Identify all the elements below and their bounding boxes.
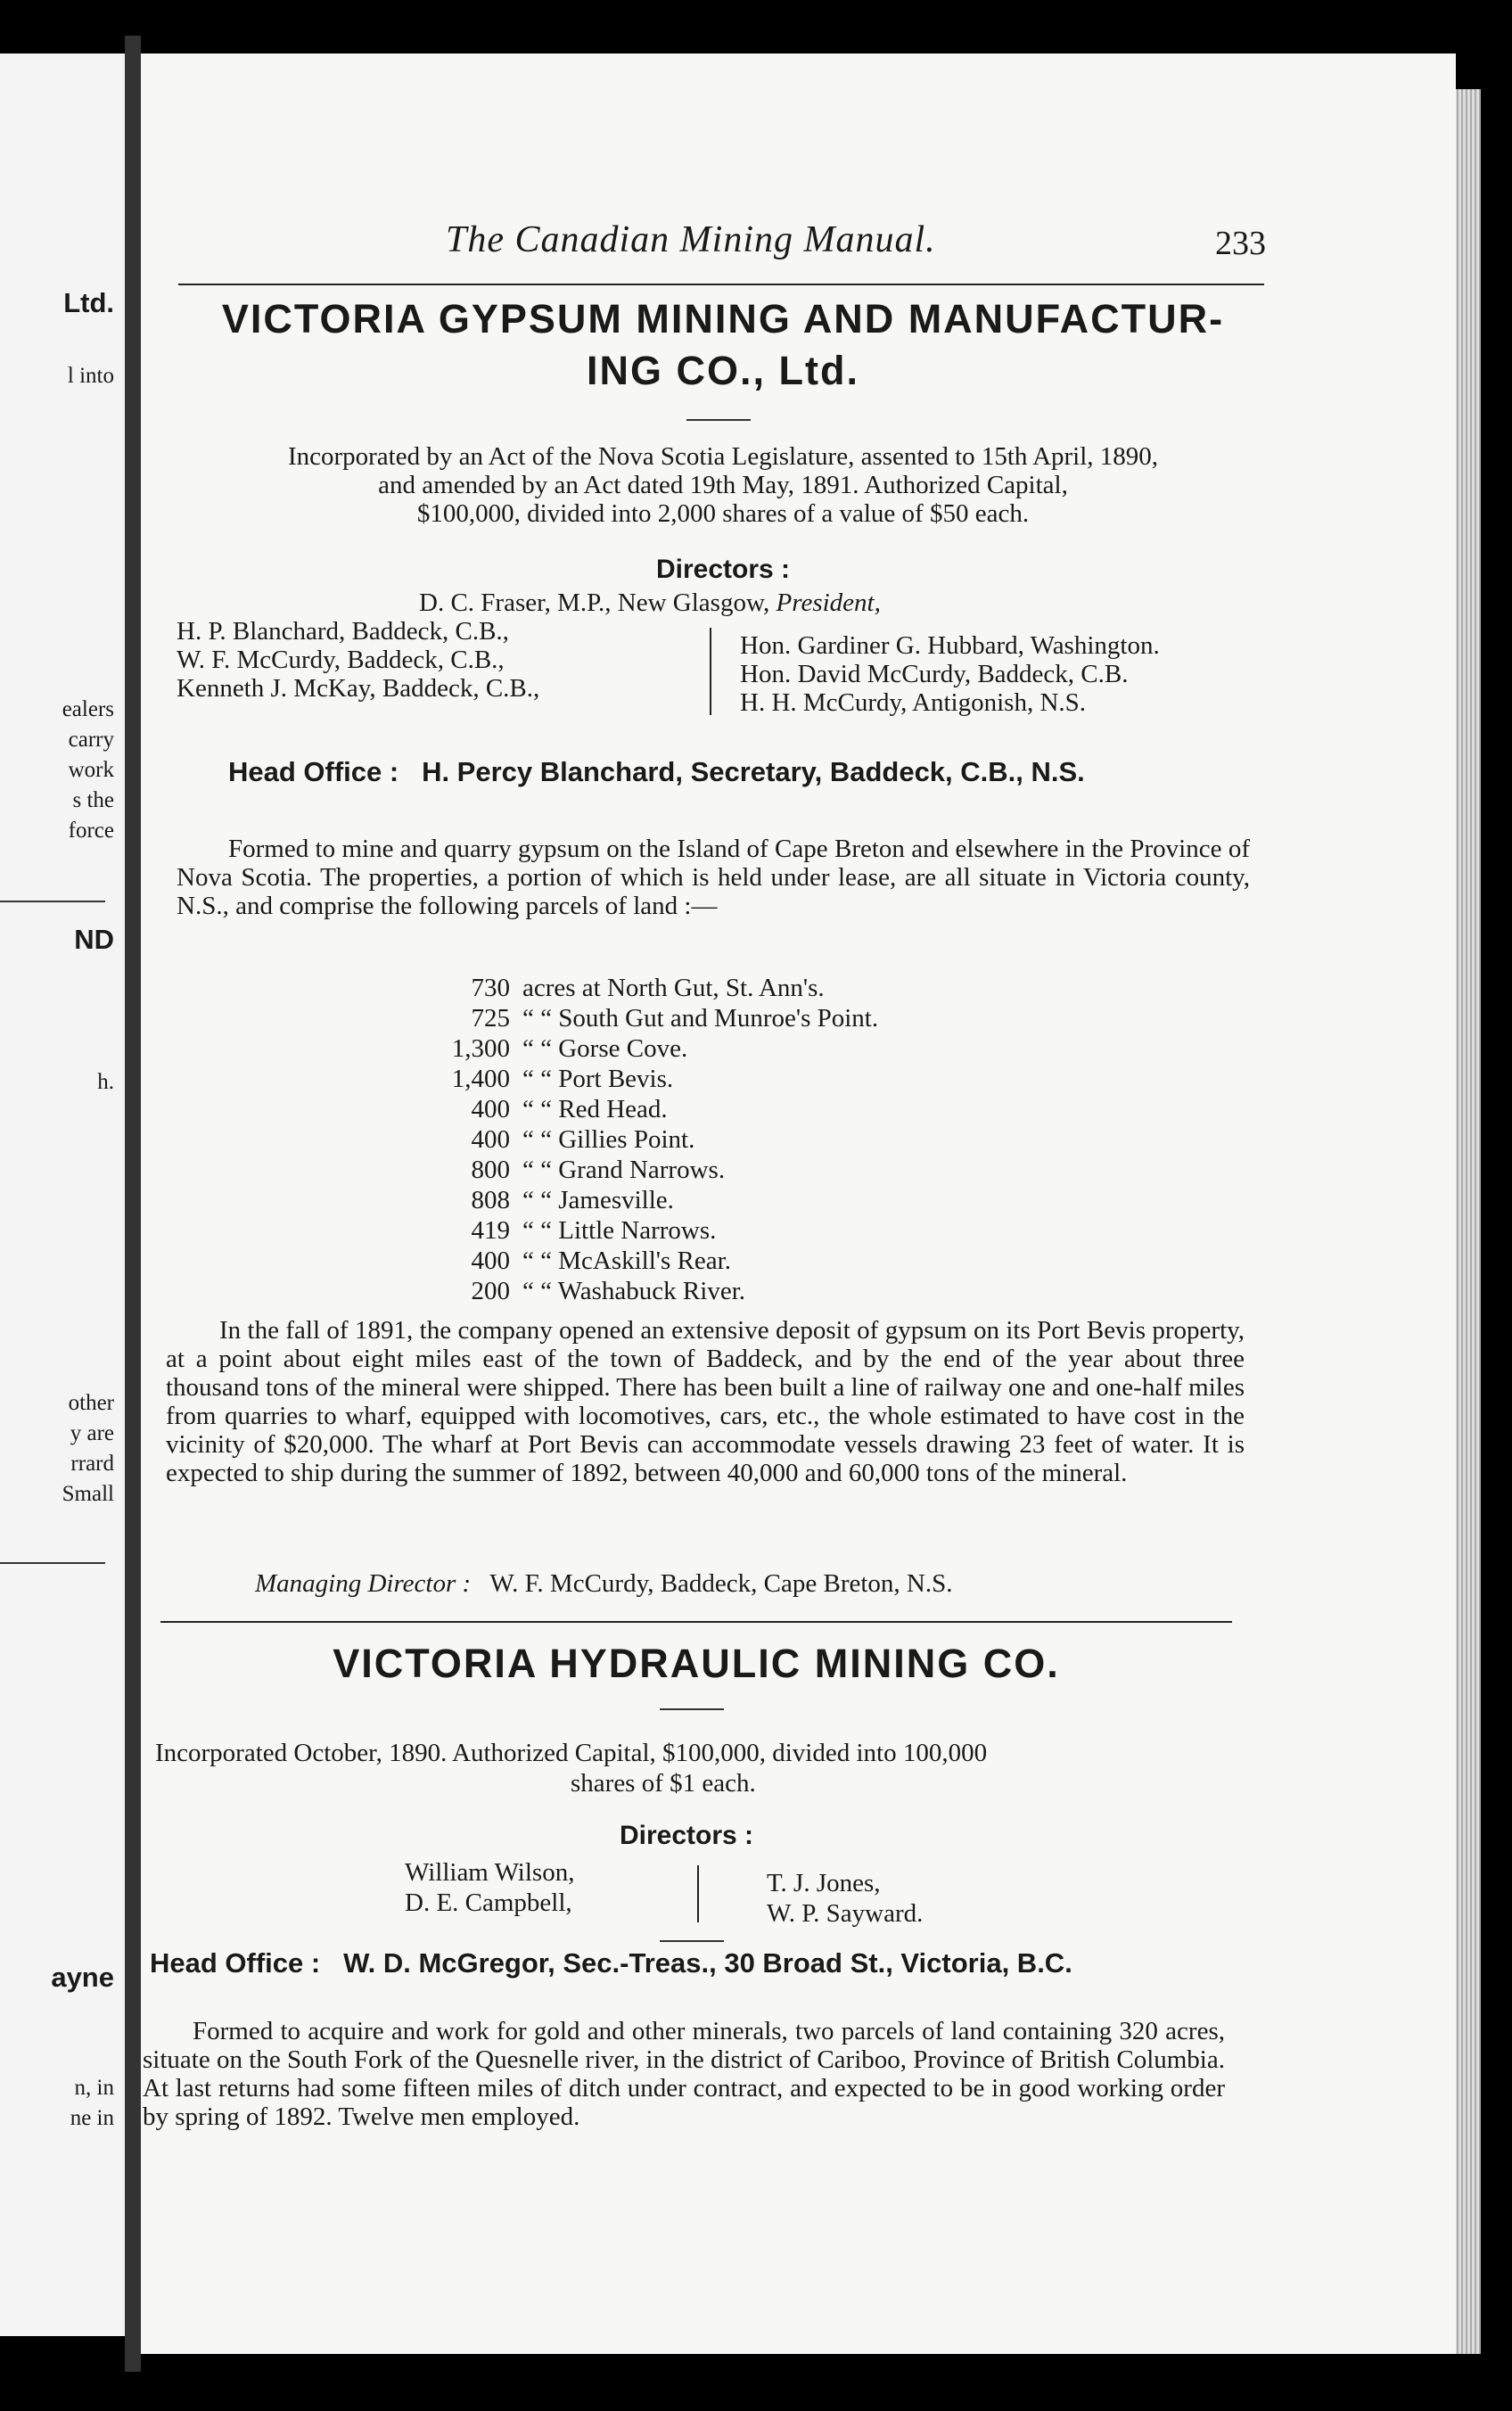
parcel-acres: 400 <box>471 1095 510 1123</box>
parcel-location: “ “ Little Narrows. <box>522 1216 717 1245</box>
president-title: President, <box>776 588 881 617</box>
director-right: Hon. David McCurdy, Baddeck, C.B. <box>740 660 1129 688</box>
director-right: T. J. Jones, <box>767 1869 881 1897</box>
parcel-acres: 200 <box>471 1277 510 1305</box>
parcel-acres: 400 <box>471 1125 510 1154</box>
adjacent-text: ND <box>74 924 114 955</box>
parcel-location: “ “ Gillies Point. <box>522 1125 695 1154</box>
parcel-location: “ “ Port Bevis. <box>522 1065 674 1093</box>
directors-heading: Directors : <box>655 555 791 584</box>
parcel-acres: 808 <box>471 1186 510 1214</box>
parcel-acres: 1,400 <box>451 1065 510 1093</box>
adjacent-text: force <box>68 819 114 843</box>
parcel-location: “ “ McAskill's Rear. <box>522 1247 731 1275</box>
parcel-acres: 400 <box>471 1247 510 1275</box>
incorporation-line: $100,000, divided into 2,000 shares of a value of $50 each. <box>416 499 1030 528</box>
incorporation-line: and amended by an Act dated 19th May, 1891. Authorized Capital, <box>378 471 1068 499</box>
company-title-line1: VICTORIA GYPSUM MINING AND MANUFACTUR- <box>221 296 1225 341</box>
adjacent-text: work <box>68 758 114 782</box>
parcel-location: “ “ South Gut and Munroe's Point. <box>522 1004 879 1033</box>
directors-heading: Directors : <box>619 1821 754 1850</box>
head-office-value: H. Percy Blanchard, Secretary, Baddeck, C.B., N.S. <box>422 756 1085 787</box>
head-office <box>228 756 1085 788</box>
running-header <box>303 218 1266 272</box>
company-title: VICTORIA HYDRAULIC MINING CO. <box>333 1641 1060 1686</box>
incorporation-line: Incorporated October, 1890. Authorized Capital, $100,000, divided into 100,000 <box>155 1739 988 1767</box>
section-rule <box>686 419 751 421</box>
adjacent-text: ayne <box>51 1962 114 1993</box>
adjacent-rule <box>0 1562 105 1564</box>
adjacent-text: l into <box>67 364 114 388</box>
director-right: H. H. McCurdy, Antigonish, N.S. <box>740 688 1087 717</box>
adjacent-text: Ltd. <box>63 287 114 318</box>
director-left: William Wilson, <box>405 1858 575 1887</box>
description-paragraph: Formed to acquire and work for gold and other minerals, two parcels of land containing 320 acres, situate on the South Fork of the Quesnelle river, in the district of Cariboo, Province of British Columbia. At last returns had some fifteen miles of ditch under contract, and expected to be in good working order by spring of 1892. Twelve men employed. <box>143 2017 1225 2131</box>
head-office-label: Head Office : <box>228 756 399 787</box>
managing-director <box>255 1569 953 1599</box>
parcel-location: “ “ Grand Narrows. <box>522 1156 726 1184</box>
adjacent-text: other <box>68 1391 114 1415</box>
head-office-value: W. D. McGregor, Sec.-Treas., 30 Broad St., Victoria, B.C. <box>343 1947 1072 1979</box>
parcel-acres: 419 <box>471 1216 510 1245</box>
director-right: Hon. Gardiner G. Hubbard, Washington. <box>740 631 1160 660</box>
adjacent-text: h. <box>97 1070 114 1094</box>
directors-divider <box>697 1865 699 1922</box>
adjacent-text: rrard <box>70 1452 114 1476</box>
adjacent-text: s the <box>72 788 114 812</box>
page-number: 233 <box>1215 225 1266 262</box>
managing-director-label: Managing Director : <box>255 1569 472 1598</box>
parcel-acres: 1,300 <box>451 1034 510 1063</box>
incorporation-line: shares of $1 each. <box>571 1769 756 1798</box>
adjacent-text: Small <box>62 1482 114 1506</box>
adjacent-text: n, in <box>74 2076 114 2100</box>
directors-divider <box>710 628 711 715</box>
running-title: The Canadian Mining Manual. <box>446 219 936 260</box>
parcel-location: “ “ Gorse Cove. <box>522 1034 688 1063</box>
description-paragraph: Formed to mine and quarry gypsum on the Island of Cape Breton and elsewhere in the Province of Nova Scotia. The properties, a portion of which is held under lease, are all situate in Victoria county, N.S., and comprise the following parcels of land :— <box>177 835 1250 920</box>
director-left: Kenneth J. McKay, Baddeck, C.B., <box>177 674 540 703</box>
president-line <box>419 588 881 618</box>
book-page <box>141 53 1456 2354</box>
parcel-location: acres at North Gut, St. Ann's. <box>522 974 825 1002</box>
company-title-line2: ING CO., Ltd. <box>587 348 859 393</box>
incorporation-text <box>175 442 1271 528</box>
section-rule <box>660 1708 724 1710</box>
parcel-location: “ “ Jamesville. <box>522 1186 674 1214</box>
parcel-location: “ “ Red Head. <box>522 1095 668 1123</box>
section-rule <box>660 1940 724 1942</box>
history-paragraph: In the fall of 1891, the company opened an extensive deposit of gypsum on its Port Bevis property, at a point about eight miles east of the town of Baddeck, and by the end of the year about three thousand tons of the mineral were shipped. There has been built a line of railway one and one-half miles from quarries to wharf, equipped with locomotives, cars, etc., the whole estimated to have cost in the vicinity of $20,000. The wharf at Port Bevis can accommodate vessels drawing 23 feet of water. It is expected to ship during the summer of 1892, between 40,000 and 60,000 tons of the mineral. <box>166 1316 1245 1487</box>
head-office <box>150 1947 1072 1979</box>
head-office-label: Head Office : <box>150 1947 321 1979</box>
director-left: D. E. Campbell, <box>405 1888 572 1917</box>
managing-director-value: W. F. McCurdy, Baddeck, Cape Breton, N.S. <box>489 1569 953 1598</box>
director-left: W. F. McCurdy, Baddeck, C.B., <box>177 646 505 674</box>
adjacent-text: carry <box>68 728 114 752</box>
adjacent-text: ne in <box>70 2106 114 2130</box>
director-right: W. P. Sayward. <box>767 1899 924 1928</box>
adjacent-rule <box>0 901 105 902</box>
adjacent-page-fragment <box>0 53 125 2336</box>
incorporation-line: Incorporated by an Act of the Nova Scotia Legislature, assented to 15th April, 1890, <box>287 442 1159 471</box>
parcel-acres: 730 <box>471 974 510 1002</box>
header-rule <box>178 284 1264 285</box>
parcel-acres: 725 <box>471 1004 510 1033</box>
adjacent-text: y are <box>70 1421 114 1445</box>
parcel-acres: 800 <box>471 1156 510 1184</box>
adjacent-text: ealers <box>62 697 114 721</box>
book-gutter <box>125 36 141 2372</box>
section-divider <box>160 1621 1232 1623</box>
president-name: D. C. Fraser, M.P., New Glasgow, <box>419 588 770 617</box>
parcel-location: “ “ Washabuck River. <box>522 1277 745 1305</box>
director-left: H. P. Blanchard, Baddeck, C.B., <box>177 617 509 646</box>
